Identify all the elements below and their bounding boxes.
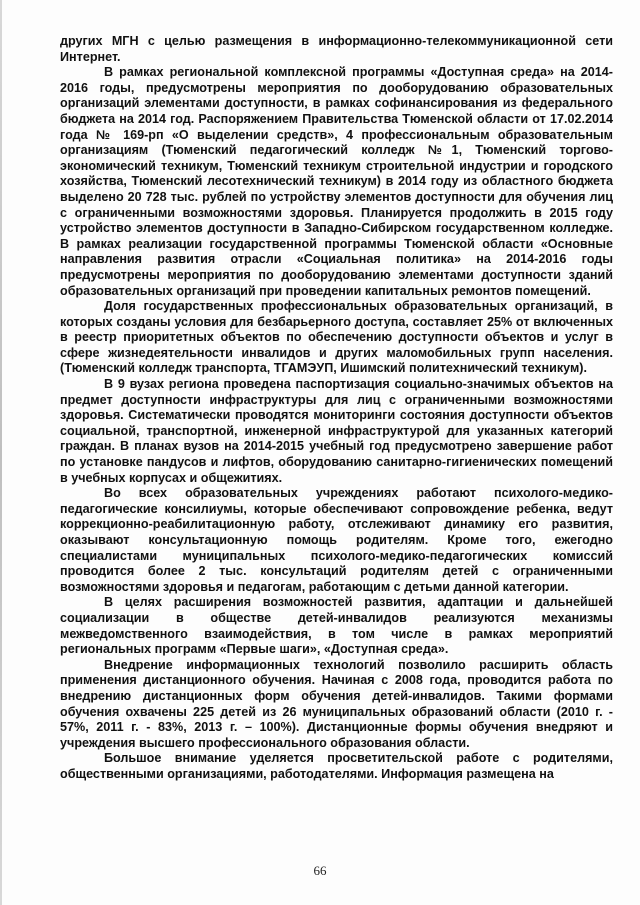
paragraph-socialization: В целях расширения возможностей развития, адаптации и дальнейшей социализации в обществе детей-инвалидов реализуются механизмы межведомственного взаимодействия, в том числе в рамках мероприятий региональных программ «Первые шаги», «Доступная среда».	[60, 595, 613, 657]
page-number: 66	[313, 863, 327, 878]
paragraph-barrier-free-share: Доля государственных профессиональных образовательных организаций, в которых созданы условия для безбарьерного доступа, составляет 25% от включенных в реестр приоритетных объектов по обеспечению доступности объектов и услуг в сфере жизнедеятельности инвалидов и других маломобильных групп населения. (Тюменский колледж транспорта, ТГАМЭУП, Ишимский политехнический техникум).	[60, 299, 613, 376]
document-body	[60, 34, 613, 783]
paragraph-outreach: Большое внимание уделяется просветительской работе с родителями, общественными организациями, работодателями. Информация размещена на	[60, 751, 613, 781]
paragraph-accessible-environment-program: В рамках региональной комплексной программы «Доступная среда» на 2014-2016 годы, предусмотрены мероприятия по дооборудованию образовательных организаций элементами доступности, в рамках софинансирования из федерального бюджета на 2014 год. Распоряжением Правительства Тюменской области от 17.02.2014 года № 169-рп «О выделении средств», 4 профессиональным образовательным организациям (Тюменский педагогический колледж №1, Тюменский торгово-экономический техникум, Тюменский техникум строительной индустрии и городского хозяйства, Тюменский лесотехнический техникум) в 2014 году из областного бюджета выделено 20 728 тыс. рублей по устройству элементов доступности для обучения лиц с ограниченными возможностями здоровья. Планируется продолжить в 2015 году устройство элементов доступности в Западно-Сибирском государственном колледже. В рамках реализации государственной программы Тюменской области «Основные направления развития отрасли «Социальная политика» на 2014-2016 годы предусмотрены мероприятия по дооборудованию элементами доступности зданий образовательных организаций при проведении капитальных ремонтов помещений.	[60, 65, 613, 298]
paragraph-universities-certification: В 9 вузах региона проведена паспортизация социально-значимых объектов на предмет доступности инфраструктуры для лиц с ограниченными возможностями здоровья. Систематически проводятся мониторинги состояния доступности объектов социальной, транспортной, инженерной инфраструктурой для указанных категорий граждан. В планах вузов на 2014-2015 учебный год предусмотрено завершение работ по установке пандусов и лифтов, оборудованию санитарно-гигиенических помещений в учебных корпусах и общежитиях.	[60, 377, 613, 485]
paragraph-pmpk-consiliums: Во всех образовательных учреждениях работают психолого-медико-педагогические консилиумы, которые обеспечивают сопровождение ребенка, ведут коррекционно-реабилитационную работу, отслеживают динамику его развития, оказывают консультационную помощь родителям. Кроме того, ежегодно специалистами муниципальных психолого-медико-педагогических комиссий проводится более 2 тыс. консультаций родителям детей с ограниченными возможностями здоровья и педагогам, работающим с детьми данной категории.	[60, 486, 613, 594]
scan-edge-shadow	[0, 0, 2, 905]
paragraph-continuation: других МГН с целью размещения в информационно-телекоммуникационной сети Интернет.	[60, 34, 613, 64]
paragraph-distance-learning: Внедрение информационных технологий позволило расширить область применения дистанционного обучения. Начиная с 2008 года, проводится работа по внедрению дистанционных форм обучения детей-инвалидов. Такими формами обучения охвачены 225 детей из 26 муниципальных образований области (2010 г. - 57%, 2011 г. - 83%, 2013 г. – 100%). Дистанционные формы обучения внедряют и учреждения высшего профессионального образования области.	[60, 657, 613, 750]
